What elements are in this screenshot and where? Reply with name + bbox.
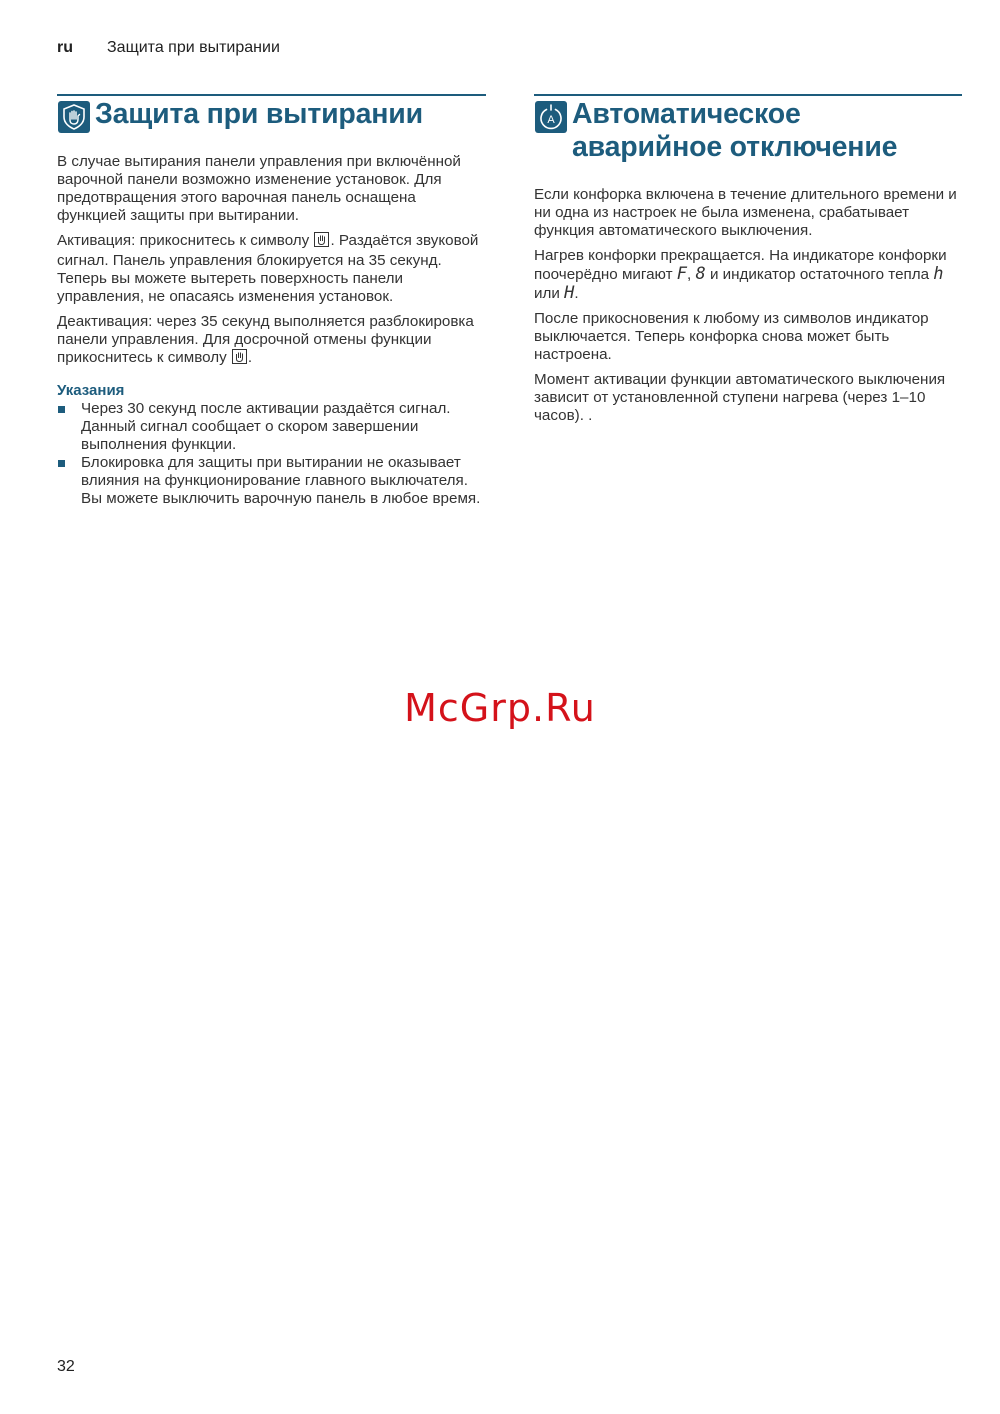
text-fragment: Активация: прикоснитесь к символу — [57, 232, 314, 249]
watermark: McGrp.Ru — [404, 686, 596, 730]
list-item-text: Блокировка для защиты при вытирании не оказывает влияния на функционирование главного выключателя. Вы можете выключить варочную панель в любое время. — [81, 454, 481, 507]
text-fragment: . — [247, 349, 253, 366]
heading-rule — [57, 94, 486, 96]
text-fragment: . — [574, 285, 579, 302]
section-heading-wipe-protection — [57, 98, 486, 131]
paragraph: После прикосновения к любому из символов индикатор выключается. Теперь конфорка снова может быть настроена. — [534, 310, 929, 363]
running-section-title: Защита при вытирании — [107, 39, 280, 56]
display-symbol-8: 8 — [695, 264, 706, 284]
left-column — [57, 94, 486, 508]
notes-list — [57, 400, 486, 508]
text-fragment: Нагрев конфорки прекращается. На индикаторе конфорки поочерёдно мигают — [534, 247, 947, 283]
auto-shutoff-icon — [535, 101, 567, 133]
paragraph: Момент активации функции автоматического выключения зависит от установленной ступени нагрева (через 1–10 часов). . — [534, 371, 946, 424]
right-column — [534, 94, 962, 432]
display-symbol-h: h — [933, 264, 944, 284]
text-fragment: Деактивация: через 35 секунд выполняется разблокировка панели управления. Для досрочной отмены функции прикоснитесь к символу — [57, 313, 474, 366]
list-item — [57, 454, 486, 508]
text-fragment: и индикатор остаточного тепла — [705, 266, 934, 283]
wipe-protection-symbol-icon — [232, 349, 247, 369]
list-item-text: Через 30 секунд после активации раздаётся сигнал. Данный сигнал сообщает о скором завершении выполнения функции. — [81, 400, 451, 453]
paragraph-activation — [57, 232, 486, 306]
notes-heading: Указания — [57, 382, 125, 399]
running-header — [57, 39, 280, 57]
svg-text:A: A — [547, 114, 555, 126]
paragraph-indicators — [534, 247, 962, 303]
square-bullet-icon — [58, 406, 65, 413]
section-body — [57, 153, 486, 508]
text-fragment: или — [534, 285, 565, 302]
text-fragment: . Раздаётся звуковой сигнал. Панель управления блокируется на 35 секунд. Теперь вы можете вытереть поверхность панели управления, не опасаясь изменения установок. — [57, 232, 479, 305]
section-title-line-1: Автоматическое — [572, 98, 801, 130]
display-symbol-H: H — [564, 283, 575, 303]
heading-rule — [534, 94, 962, 96]
section-title-line-2: аварийное отключение — [572, 131, 898, 163]
paragraph-deactivation — [57, 313, 486, 369]
page-number: 32 — [57, 1358, 75, 1375]
text-fragment: , — [687, 266, 696, 283]
paragraph: В случае вытирания панели управления при включённой варочной панели возможно изменение установок. Для предотвращения этого варочная панель оснащена функцией защиты при вытирании. — [57, 153, 461, 224]
section-heading-auto-shutoff — [534, 98, 962, 164]
paragraph: Если конфорка включена в течение длительного времени и ни одна из настроек не была изменена, срабатывает функция автоматического выключения. — [534, 186, 957, 239]
display-symbol-f: F — [676, 264, 688, 284]
hand-shield-icon — [58, 101, 90, 133]
language-code: ru — [57, 39, 73, 56]
wipe-protection-symbol-icon — [314, 232, 329, 252]
list-item — [57, 400, 486, 454]
section-title: Защита при вытирании — [95, 98, 423, 130]
section-body — [534, 186, 962, 425]
square-bullet-icon — [58, 460, 65, 467]
